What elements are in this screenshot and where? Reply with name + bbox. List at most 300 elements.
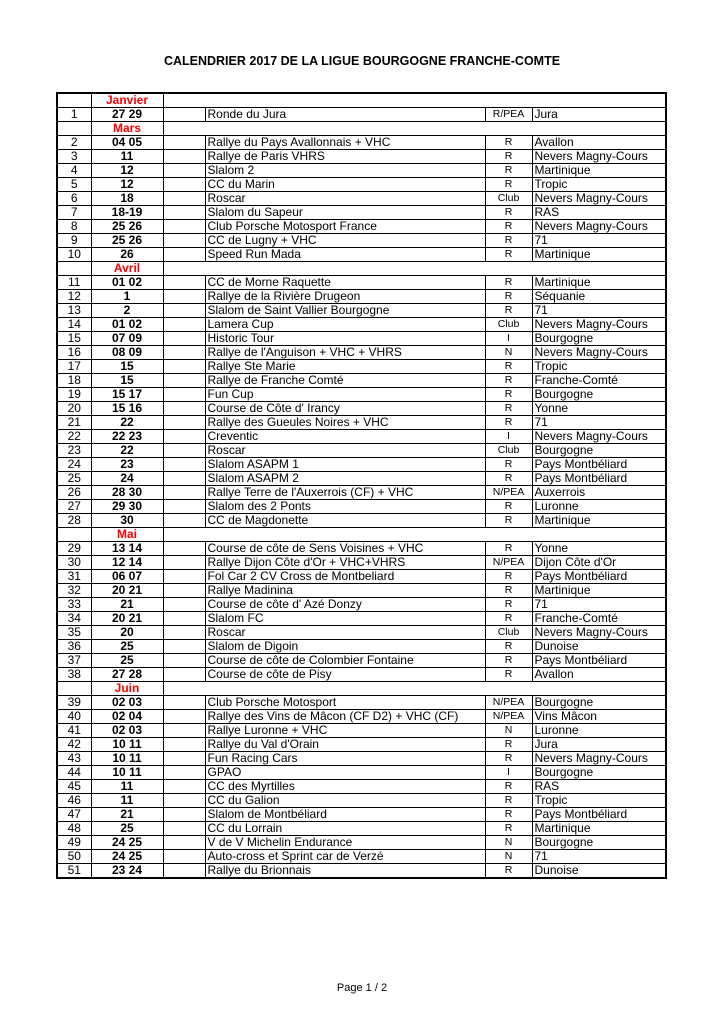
table-row [57, 150, 666, 164]
empty-cell [163, 486, 205, 500]
month-header-row [57, 262, 666, 276]
empty-cell [163, 290, 205, 304]
month-header-row [57, 93, 666, 108]
event-name-cell: Slalom de Saint Vallier Bourgogne [205, 304, 485, 318]
event-number-cell: 11 [57, 276, 91, 290]
organizer-cell: Martinique [532, 276, 666, 290]
event-date-cell: 25 26 [91, 234, 163, 248]
table-row [57, 374, 666, 388]
table-row [57, 486, 666, 500]
event-number-cell: 33 [57, 598, 91, 612]
event-date-cell: 15 17 [91, 388, 163, 402]
event-number-cell: 21 [57, 416, 91, 430]
event-date-cell: 02 04 [91, 710, 163, 724]
event-number-cell: 32 [57, 584, 91, 598]
event-number-cell: 18 [57, 374, 91, 388]
event-date-cell: 01 02 [91, 318, 163, 332]
table-row [57, 192, 666, 206]
event-type-cell: R [485, 360, 532, 374]
table-row [57, 402, 666, 416]
event-name-cell: Slalom ASAPM 1 [205, 458, 485, 472]
event-number-cell: 48 [57, 822, 91, 836]
event-number-cell: 17 [57, 360, 91, 374]
empty-cell [163, 458, 205, 472]
organizer-cell: Tropic [532, 360, 666, 374]
table-row [57, 164, 666, 178]
event-number-cell: 44 [57, 766, 91, 780]
event-date-cell: 27 28 [91, 668, 163, 682]
event-date-cell: 20 21 [91, 584, 163, 598]
organizer-cell: Bourgogne [532, 696, 666, 710]
event-number-cell: 42 [57, 738, 91, 752]
event-type-cell: Club [485, 444, 532, 458]
event-number-cell: 9 [57, 234, 91, 248]
table-row [57, 752, 666, 766]
empty-cell [163, 388, 205, 402]
table-row [57, 794, 666, 808]
table-row [57, 640, 666, 654]
event-type-cell: R [485, 584, 532, 598]
empty-cell [163, 178, 205, 192]
organizer-cell: Dunoise [532, 864, 666, 879]
event-type-cell: R [485, 458, 532, 472]
empty-cell [163, 234, 205, 248]
organizer-cell: Nevers Magny-Cours [532, 430, 666, 444]
organizer-cell: Nevers Magny-Cours [532, 752, 666, 766]
table-row [57, 444, 666, 458]
event-name-cell: Rallye de Franche Comté [205, 374, 485, 388]
event-number-cell: 45 [57, 780, 91, 794]
organizer-cell: Séquanie [532, 290, 666, 304]
event-type-cell: I [485, 766, 532, 780]
empty-cell [163, 220, 205, 234]
event-name-cell: CC des Myrtilles [205, 780, 485, 794]
organizer-cell: Franche-Comté [532, 374, 666, 388]
organizer-cell: Bourgogne [532, 836, 666, 850]
event-name-cell: Lamera Cup [205, 318, 485, 332]
table-row [57, 360, 666, 374]
event-name-cell: Rallye Ste Marie [205, 360, 485, 374]
event-number-cell: 2 [57, 136, 91, 150]
event-number-cell: 4 [57, 164, 91, 178]
empty-cell [163, 248, 205, 262]
table-row [57, 472, 666, 486]
empty-cell [163, 724, 205, 738]
empty-cell [163, 402, 205, 416]
document-title: CALENDRIER 2017 DE LA LIGUE BOURGOGNE FRANCHE-COMTE [163, 54, 561, 68]
event-number-cell: 1 [57, 108, 91, 122]
event-date-cell: 10 11 [91, 766, 163, 780]
event-number-cell: 30 [57, 556, 91, 570]
event-date-cell: 10 11 [91, 752, 163, 766]
event-number-cell: 13 [57, 304, 91, 318]
event-name-cell: Ronde du Jura [205, 108, 485, 122]
empty-cell [163, 472, 205, 486]
organizer-cell: Nevers Magny-Cours [532, 192, 666, 206]
event-name-cell: V de V Michelin Endurance [205, 836, 485, 850]
organizer-cell: 71 [532, 598, 666, 612]
event-number-cell: 41 [57, 724, 91, 738]
event-date-cell: 2 [91, 304, 163, 318]
event-number-cell: 22 [57, 430, 91, 444]
organizer-cell: Dijon Côte d'Or [532, 556, 666, 570]
event-type-cell: R [485, 822, 532, 836]
event-number-cell: 24 [57, 458, 91, 472]
event-name-cell: CC de Morne Raquette [205, 276, 485, 290]
organizer-cell: Pays Montbéliard [532, 808, 666, 822]
event-type-cell: Club [485, 626, 532, 640]
event-date-cell: 13 14 [91, 542, 163, 556]
event-date-cell: 02 03 [91, 696, 163, 710]
event-name-cell: Roscar [205, 444, 485, 458]
event-type-cell: R [485, 864, 532, 879]
event-date-cell: 25 [91, 640, 163, 654]
event-date-cell: 15 [91, 360, 163, 374]
empty-cell [163, 836, 205, 850]
empty-cell [163, 430, 205, 444]
event-type-cell: R [485, 206, 532, 220]
table-row [57, 570, 666, 584]
event-name-cell: CC du Lorrain [205, 822, 485, 836]
empty-cell [163, 766, 205, 780]
organizer-cell: Vins Mâcon [532, 710, 666, 724]
event-date-cell: 22 23 [91, 430, 163, 444]
month-header-row [57, 122, 666, 136]
event-name-cell: Rallye Terre de l'Auxerrois (CF) + VHC [205, 486, 485, 500]
table-row [57, 542, 666, 556]
event-name-cell: Slalom 2 [205, 164, 485, 178]
table-row [57, 388, 666, 402]
empty-cell [163, 752, 205, 766]
event-name-cell: Historic Tour [205, 332, 485, 346]
event-type-cell: N/PEA [485, 710, 532, 724]
month-spacer-cell [163, 262, 666, 276]
event-type-cell: R/PEA [485, 108, 532, 122]
event-number-cell: 28 [57, 514, 91, 528]
event-name-cell: Speed Run Mada [205, 248, 485, 262]
event-name-cell: Fun Cup [205, 388, 485, 402]
event-type-cell: R [485, 570, 532, 584]
month-spacer-cell [57, 262, 91, 276]
organizer-cell: Martinique [532, 248, 666, 262]
event-number-cell: 3 [57, 150, 91, 164]
empty-cell [163, 598, 205, 612]
table-row [57, 304, 666, 318]
empty-cell [163, 500, 205, 514]
event-type-cell: R [485, 794, 532, 808]
event-date-cell: 11 [91, 794, 163, 808]
event-type-cell: R [485, 780, 532, 794]
empty-cell [163, 738, 205, 752]
event-type-cell: R [485, 234, 532, 248]
organizer-cell: 71 [532, 850, 666, 864]
event-date-cell: 23 [91, 458, 163, 472]
table-row [57, 696, 666, 710]
event-name-cell: CC de Magdonette [205, 514, 485, 528]
event-number-cell: 31 [57, 570, 91, 584]
event-name-cell: Slalom de Digoin [205, 640, 485, 654]
event-date-cell: 12 14 [91, 556, 163, 570]
empty-cell [163, 696, 205, 710]
table-row [57, 822, 666, 836]
month-spacer-cell [57, 122, 91, 136]
event-name-cell: Rallye Dijon Côte d'Or + VHC+VHRS [205, 556, 485, 570]
table-row [57, 584, 666, 598]
event-date-cell: 24 25 [91, 850, 163, 864]
event-date-cell: 12 [91, 164, 163, 178]
month-label: Mars [91, 122, 163, 136]
empty-cell [163, 570, 205, 584]
event-date-cell: 08 09 [91, 346, 163, 360]
table-row [57, 556, 666, 570]
event-name-cell: Slalom des 2 Ponts [205, 500, 485, 514]
event-type-cell: R [485, 150, 532, 164]
event-date-cell: 25 [91, 654, 163, 668]
empty-cell [163, 514, 205, 528]
event-number-cell: 6 [57, 192, 91, 206]
event-name-cell: Rallye des Vins de Mâcon (CF D2) + VHC (CF) [205, 710, 485, 724]
organizer-cell: Pays Montbéliard [532, 472, 666, 486]
table-row [57, 290, 666, 304]
empty-cell [163, 612, 205, 626]
event-date-cell: 27 29 [91, 108, 163, 122]
event-name-cell: Club Porsche Motosport France [205, 220, 485, 234]
empty-cell [163, 710, 205, 724]
table-row [57, 500, 666, 514]
event-name-cell: GPAO [205, 766, 485, 780]
organizer-cell: Pays Montbéliard [532, 654, 666, 668]
table-row [57, 766, 666, 780]
organizer-cell: Luronne [532, 724, 666, 738]
empty-cell [163, 318, 205, 332]
organizer-cell: Bourgogne [532, 388, 666, 402]
event-name-cell: Rallye de la Rivière Drugeon [205, 290, 485, 304]
empty-cell [163, 360, 205, 374]
event-type-cell: R [485, 388, 532, 402]
event-type-cell: R [485, 752, 532, 766]
empty-cell [163, 794, 205, 808]
event-date-cell: 22 [91, 444, 163, 458]
event-name-cell: Rallye du Val d'Orain [205, 738, 485, 752]
empty-cell [163, 556, 205, 570]
empty-cell [163, 668, 205, 682]
event-type-cell: R [485, 808, 532, 822]
event-name-cell: Rallye du Pays Avallonnais + VHC [205, 136, 485, 150]
table-row [57, 626, 666, 640]
event-type-cell: R [485, 640, 532, 654]
event-name-cell: Club Porsche Motosport [205, 696, 485, 710]
organizer-cell: Nevers Magny-Cours [532, 626, 666, 640]
event-name-cell: Roscar [205, 192, 485, 206]
organizer-cell: Martinique [532, 164, 666, 178]
event-number-cell: 35 [57, 626, 91, 640]
event-type-cell: N [485, 836, 532, 850]
event-type-cell: N/PEA [485, 486, 532, 500]
organizer-cell: Nevers Magny-Cours [532, 346, 666, 360]
event-number-cell: 8 [57, 220, 91, 234]
event-number-cell: 46 [57, 794, 91, 808]
table-row [57, 724, 666, 738]
organizer-cell: Bourgogne [532, 332, 666, 346]
event-name-cell: Slalom du Sapeur [205, 206, 485, 220]
event-date-cell: 07 09 [91, 332, 163, 346]
event-type-cell: R [485, 612, 532, 626]
organizer-cell: Avallon [532, 136, 666, 150]
month-spacer-cell [163, 682, 666, 696]
event-number-cell: 19 [57, 388, 91, 402]
event-number-cell: 50 [57, 850, 91, 864]
event-date-cell: 20 21 [91, 612, 163, 626]
event-date-cell: 11 [91, 150, 163, 164]
event-type-cell: N [485, 346, 532, 360]
empty-cell [163, 136, 205, 150]
event-type-cell: N [485, 850, 532, 864]
event-number-cell: 20 [57, 402, 91, 416]
month-spacer-cell [163, 93, 666, 108]
event-date-cell: 15 [91, 374, 163, 388]
organizer-cell: Pays Montbéliard [532, 570, 666, 584]
event-type-cell: Club [485, 192, 532, 206]
organizer-cell: Avallon [532, 668, 666, 682]
organizer-cell: Nevers Magny-Cours [532, 220, 666, 234]
empty-cell [163, 640, 205, 654]
table-row [57, 668, 666, 682]
event-number-cell: 26 [57, 486, 91, 500]
event-date-cell: 11 [91, 780, 163, 794]
organizer-cell: Jura [532, 738, 666, 752]
event-date-cell: 15 16 [91, 402, 163, 416]
month-spacer-cell [163, 528, 666, 542]
organizer-cell: Franche-Comté [532, 612, 666, 626]
event-type-cell: N/PEA [485, 696, 532, 710]
event-date-cell: 02 03 [91, 724, 163, 738]
event-date-cell: 21 [91, 808, 163, 822]
event-name-cell: Rallye des Gueules Noires + VHC [205, 416, 485, 430]
event-name-cell: Slalom FC [205, 612, 485, 626]
table-row [57, 234, 666, 248]
event-date-cell: 18-19 [91, 206, 163, 220]
month-spacer-cell [163, 122, 666, 136]
month-spacer-cell [57, 93, 91, 108]
organizer-cell: Auxerrois [532, 486, 666, 500]
event-date-cell: 25 26 [91, 220, 163, 234]
event-number-cell: 43 [57, 752, 91, 766]
event-type-cell: R [485, 416, 532, 430]
organizer-cell: Martinique [532, 822, 666, 836]
calendar-table [56, 92, 667, 879]
empty-cell [163, 346, 205, 360]
table-row [57, 612, 666, 626]
event-number-cell: 39 [57, 696, 91, 710]
empty-cell [163, 150, 205, 164]
event-type-cell: R [485, 738, 532, 752]
organizer-cell: RAS [532, 780, 666, 794]
event-name-cell: Fol Car 2 CV Cross de Montbeliard [205, 570, 485, 584]
empty-cell [163, 416, 205, 430]
table-row [57, 850, 666, 864]
event-name-cell: Roscar [205, 626, 485, 640]
empty-cell [163, 850, 205, 864]
table-row [57, 416, 666, 430]
event-number-cell: 25 [57, 472, 91, 486]
organizer-cell: Luronne [532, 500, 666, 514]
event-type-cell: R [485, 542, 532, 556]
event-number-cell: 15 [57, 332, 91, 346]
event-type-cell: N [485, 724, 532, 738]
event-type-cell: R [485, 136, 532, 150]
event-type-cell: R [485, 290, 532, 304]
event-number-cell: 12 [57, 290, 91, 304]
event-type-cell: I [485, 430, 532, 444]
event-type-cell: R [485, 514, 532, 528]
event-name-cell: Fun Racing Cars [205, 752, 485, 766]
event-type-cell: R [485, 402, 532, 416]
organizer-cell: Dunoise [532, 640, 666, 654]
event-type-cell: R [485, 374, 532, 388]
event-number-cell: 5 [57, 178, 91, 192]
event-date-cell: 06 07 [91, 570, 163, 584]
event-name-cell: Course de Côte d' Irancy [205, 402, 485, 416]
month-header-row [57, 528, 666, 542]
organizer-cell: 71 [532, 234, 666, 248]
event-name-cell: Creventic [205, 430, 485, 444]
event-type-cell: Club [485, 318, 532, 332]
table-row [57, 598, 666, 612]
event-type-cell: R [485, 668, 532, 682]
organizer-cell: Yonne [532, 542, 666, 556]
event-number-cell: 38 [57, 668, 91, 682]
event-date-cell: 28 30 [91, 486, 163, 500]
table-row [57, 430, 666, 444]
event-type-cell: R [485, 248, 532, 262]
empty-cell [163, 304, 205, 318]
table-row [57, 346, 666, 360]
event-date-cell: 12 [91, 178, 163, 192]
table-row [57, 738, 666, 752]
table-row [57, 178, 666, 192]
month-label: Mai [91, 528, 163, 542]
organizer-cell: Nevers Magny-Cours [532, 318, 666, 332]
empty-cell [163, 822, 205, 836]
event-date-cell: 22 [91, 416, 163, 430]
organizer-cell: 71 [532, 304, 666, 318]
event-name-cell: Rallye de l'Anguison + VHC + VHRS [205, 346, 485, 360]
event-number-cell: 10 [57, 248, 91, 262]
event-type-cell: R [485, 220, 532, 234]
table-row [57, 248, 666, 262]
event-date-cell: 25 [91, 822, 163, 836]
table-row [57, 808, 666, 822]
event-number-cell: 49 [57, 836, 91, 850]
table-row [57, 864, 666, 879]
event-date-cell: 30 [91, 514, 163, 528]
month-label: Juin [91, 682, 163, 696]
event-date-cell: 20 [91, 626, 163, 640]
empty-cell [163, 192, 205, 206]
event-date-cell: 1 [91, 290, 163, 304]
empty-cell [163, 584, 205, 598]
table-row [57, 276, 666, 290]
event-date-cell: 24 [91, 472, 163, 486]
event-date-cell: 10 11 [91, 738, 163, 752]
event-number-cell: 34 [57, 612, 91, 626]
event-number-cell: 40 [57, 710, 91, 724]
table-row [57, 318, 666, 332]
event-number-cell: 37 [57, 654, 91, 668]
event-name-cell: Rallye de Paris VHRS [205, 150, 485, 164]
organizer-cell: Martinique [532, 514, 666, 528]
event-type-cell: R [485, 276, 532, 290]
